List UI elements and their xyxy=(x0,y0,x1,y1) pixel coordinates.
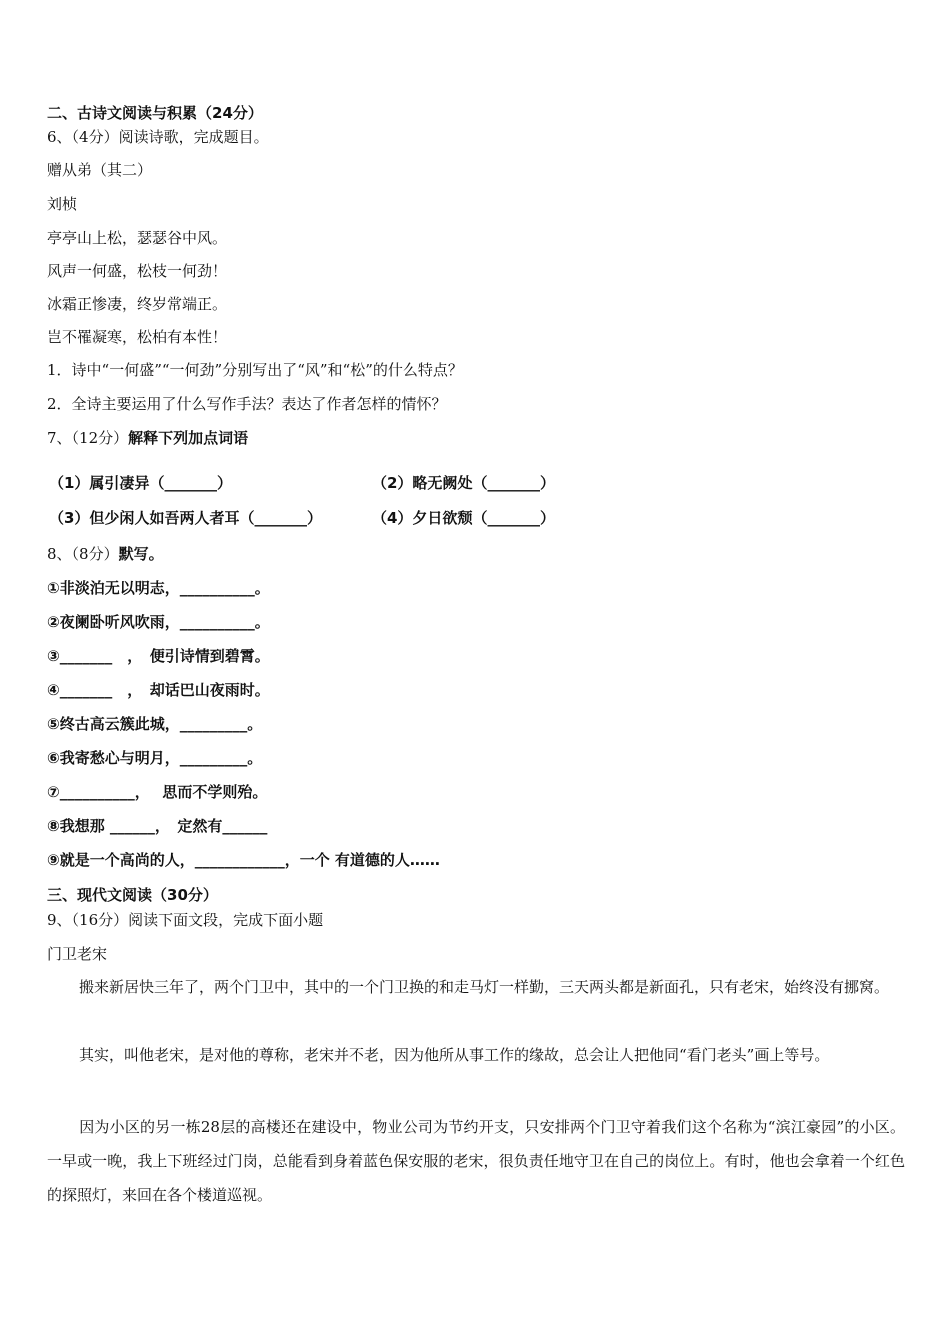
q8-item: ⑥我寄愁心与明月，_________。 xyxy=(47,749,263,767)
q7-title xyxy=(47,428,248,448)
q7-item: （3）但少闲人如吾两人者耳（_______） xyxy=(49,509,322,527)
q8-item: ④_______ ， 却话巴山夜雨时。 xyxy=(47,681,270,699)
q9-title: 9、（16分）阅读下面文段，完成下面小题 xyxy=(47,911,324,929)
q7-item: （2）略无阙处（_______） xyxy=(372,474,555,492)
q8-title xyxy=(47,544,164,564)
poem-line: 风声一何盛，松枝一何劲！ xyxy=(47,262,228,280)
q8-item: ②夜阑卧听风吹雨，__________。 xyxy=(47,613,270,631)
section-heading-3: 三、现代文阅读（30分） xyxy=(47,886,218,904)
q6-question: 1．诗中“一何盛”“一何劲”分别写出了“风”和“松”的什么特点？ xyxy=(47,361,463,379)
article-paragraph-text: 搬来新居快三年了，两个门卫中，其中的一个门卫换的和走马灯一样勤，三天两头都是新面孔，只有老宋，始终没有挪窝。 xyxy=(79,978,890,996)
poem-title: 赠从弟（其二） xyxy=(47,161,153,179)
q8-item: ①非淡泊无以明志，__________。 xyxy=(47,579,270,597)
q8-item: ⑧我想那 ______， 定然有______ xyxy=(47,817,268,835)
article-title: 门卫老宋 xyxy=(47,945,108,963)
q6-question: 2．全诗主要运用了什么写作手法？表达了作者怎样的情怀？ xyxy=(47,395,447,413)
q8-item: ⑦__________， 思而不学则殆。 xyxy=(47,783,268,801)
q7-item: （4）夕日欲颓（_______） xyxy=(372,509,555,527)
poem-line: 岂不罹凝寒，松柏有本性！ xyxy=(47,328,228,346)
article-paragraph xyxy=(47,1110,905,1212)
q8-item: ⑨就是一个高尚的人，____________，一个 有道德的人…… xyxy=(47,851,440,869)
poem-line: 亭亭山上松，瑟瑟谷中风。 xyxy=(47,229,228,247)
q8-title-instruction: 默写。 xyxy=(118,545,164,563)
q8-title-prefix: 8、（8分） xyxy=(47,545,119,563)
poem-author: 刘桢 xyxy=(47,195,78,213)
section-heading-2: 二、古诗文阅读与积累（24分） xyxy=(47,104,263,122)
q7-title-prefix: 7、（12分） xyxy=(47,429,129,447)
q6-title: 6、（4分）阅读诗歌，完成题目。 xyxy=(47,128,269,146)
article-paragraph xyxy=(47,970,905,1004)
q7-title-instruction: 解释下列加点词语 xyxy=(128,429,249,447)
q8-item: ③_______ ， 便引诗情到碧霄。 xyxy=(47,647,270,665)
q7-item: （1）属引凄异（_______） xyxy=(49,474,232,492)
q8-item: ⑤终古高云簇此城，_________。 xyxy=(47,715,263,733)
poem-line: 冰霜正惨凄，终岁常端正。 xyxy=(47,295,228,313)
article-paragraph xyxy=(47,1038,905,1072)
article-paragraph-text: 其实，叫他老宋，是对他的尊称，老宋并不老，因为他所从事工作的缘故，总会让人把他同“看门老头”画上等号。 xyxy=(79,1046,830,1064)
article-paragraph-text: 因为小区的另一栋28层的高楼还在建设中，物业公司为节约开支，只安排两个门卫守着我们这个名称为“滨江豪园”的小区。一早或一晚，我上下班经过门岗，总能看到身着蓝色保安服的老宋，很负责任地守卫在自己的岗位上。有时，他也会拿着一个红色的探照灯，来回在各个楼道巡视。 xyxy=(47,1118,905,1204)
